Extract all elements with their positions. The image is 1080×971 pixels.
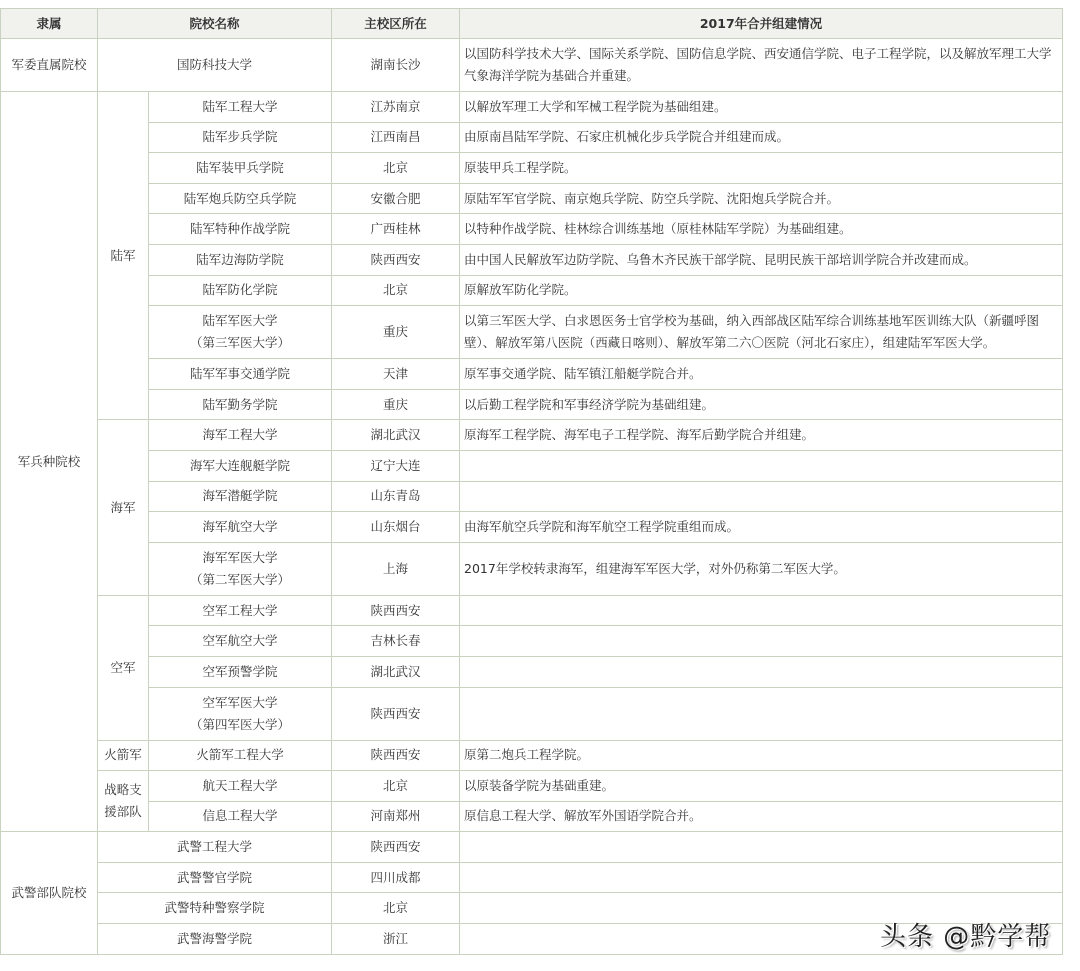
school-name-cell: 海军工程大学 (149, 420, 332, 451)
merger-details-cell (460, 862, 1063, 893)
school-name-cell: 信息工程大学 (149, 801, 332, 832)
school-name-cell: 武警警官学院 (98, 862, 332, 893)
school-name-cell: 武警海警学院 (98, 924, 332, 955)
table-row (1, 862, 1063, 893)
table-row (1, 92, 1063, 123)
table-row (1, 214, 1063, 245)
military-academies-table (0, 8, 1063, 955)
table-row (1, 740, 1063, 771)
school-name-cell: 空军工程大学 (149, 595, 332, 626)
campus-location-cell: 重庆 (332, 306, 460, 359)
school-name-cell: 火箭军工程大学 (149, 740, 332, 771)
branch-cell: 空军 (98, 595, 149, 740)
merger-details-cell: 以解放军理工大学和军械工程学院为基础组建。 (460, 92, 1063, 123)
campus-location-cell: 北京 (332, 771, 460, 802)
table-row (1, 595, 1063, 626)
merger-details-cell: 原解放军防化学院。 (460, 275, 1063, 306)
affiliation-cell: 武警部队院校 (1, 832, 98, 954)
campus-location-cell: 四川成都 (332, 862, 460, 893)
campus-location-cell: 湖北武汉 (332, 420, 460, 451)
campus-location-cell: 江西南昌 (332, 122, 460, 153)
school-name-cell: 陆军军医大学 （第三军医大学） (149, 306, 332, 359)
school-name-cell: 海军军医大学 （第二军医大学） (149, 542, 332, 595)
merger-details-cell: 以特种作战学院、桂林综合训练基地（原桂林陆军学院）为基础组建。 (460, 214, 1063, 245)
school-name-cell: 陆军防化学院 (149, 275, 332, 306)
merger-details-cell: 原信息工程大学、解放军外国语学院合并。 (460, 801, 1063, 832)
merger-details-cell: 由中国人民解放军边防学院、乌鲁木齐民族干部学院、昆明民族干部培训学院合并改建而成。 (460, 244, 1063, 275)
table-row (1, 656, 1063, 687)
table-row (1, 626, 1063, 657)
table-row (1, 153, 1063, 184)
merger-details-cell: 以原装备学院为基础重建。 (460, 771, 1063, 802)
merger-details-cell (460, 481, 1063, 512)
merger-details-cell: 原陆军军官学院、南京炮兵学院、防空兵学院、沈阳炮兵学院合并。 (460, 183, 1063, 214)
school-name-cell: 陆军边海防学院 (149, 244, 332, 275)
school-name-cell: 武警工程大学 (98, 832, 332, 863)
table-body (1, 39, 1063, 955)
header-campus-location: 主校区所在 (332, 9, 460, 39)
campus-location-cell: 北京 (332, 893, 460, 924)
campus-location-cell: 江苏南京 (332, 92, 460, 123)
school-name-cell: 陆军装甲兵学院 (149, 153, 332, 184)
merger-details-cell (460, 595, 1063, 626)
campus-location-cell: 陕西西安 (332, 244, 460, 275)
merger-details-cell: 以国防科学技术大学、国际关系学院、国防信息学院、西安通信学院、电子工程学院，以及解放军理工大学气象海洋学院为基础合并重建。 (460, 39, 1063, 92)
table-row (1, 244, 1063, 275)
campus-location-cell: 上海 (332, 542, 460, 595)
branch-cell: 海军 (98, 420, 149, 595)
merger-details-cell: 原海军工程学院、海军电子工程学院、海军后勤学院合并组建。 (460, 420, 1063, 451)
header-row (1, 9, 1063, 39)
merger-details-cell: 2017年学校转隶海军，组建海军军医大学，对外仍称第二军医大学。 (460, 542, 1063, 595)
campus-location-cell: 陕西西安 (332, 740, 460, 771)
merger-details-cell: 由海军航空兵学院和海军航空工程学院重组而成。 (460, 512, 1063, 543)
header-school-name: 院校名称 (98, 9, 332, 39)
merger-details-cell (460, 450, 1063, 481)
merger-details-cell: 原军事交通学院、陆军镇江船艇学院合并。 (460, 359, 1063, 390)
table-row (1, 687, 1063, 740)
campus-location-cell: 吉林长春 (332, 626, 460, 657)
affiliation-cell: 军委直属院校 (1, 39, 98, 92)
campus-location-cell: 湖北武汉 (332, 656, 460, 687)
campus-location-cell: 天津 (332, 359, 460, 390)
merger-details-cell: 以后勤工程学院和军事经济学院为基础组建。 (460, 389, 1063, 420)
merger-details-cell (460, 687, 1063, 740)
table-row (1, 389, 1063, 420)
campus-location-cell: 浙江 (332, 924, 460, 955)
school-name-cell: 陆军炮兵防空兵学院 (149, 183, 332, 214)
school-name-cell: 陆军军事交通学院 (149, 359, 332, 390)
school-name-cell: 空军预警学院 (149, 656, 332, 687)
school-name-cell: 陆军特种作战学院 (149, 214, 332, 245)
campus-location-cell: 北京 (332, 275, 460, 306)
table-row (1, 832, 1063, 863)
school-name-cell: 航天工程大学 (149, 771, 332, 802)
header-merger-details: 2017年合并组建情况 (460, 9, 1063, 39)
merger-details-cell (460, 832, 1063, 863)
branch-cell: 战略支援部队 (98, 771, 149, 832)
campus-location-cell: 湖南长沙 (332, 39, 460, 92)
merger-details-cell (460, 656, 1063, 687)
table-row (1, 481, 1063, 512)
campus-location-cell: 山东青岛 (332, 481, 460, 512)
merger-details-cell: 以第三军医大学、白求恩医务士官学校为基础，纳入西部战区陆军综合训练基地军医训练大队（新疆呼图壁）、解放军第八医院（西藏日喀则）、解放军第二六〇医院（河北石家庄），组建陆军军医大学。 (460, 306, 1063, 359)
header-affiliation: 隶属 (1, 9, 98, 39)
campus-location-cell: 广西桂林 (332, 214, 460, 245)
school-name-cell: 武警特种警察学院 (98, 893, 332, 924)
table-row (1, 420, 1063, 451)
campus-location-cell: 重庆 (332, 389, 460, 420)
school-name-cell: 陆军步兵学院 (149, 122, 332, 153)
table-row (1, 801, 1063, 832)
merger-details-cell: 由原南昌陆军学院、石家庄机械化步兵学院合并组建而成。 (460, 122, 1063, 153)
table-row (1, 771, 1063, 802)
table-row (1, 542, 1063, 595)
watermark: 头条 @黔学帮 (880, 922, 1052, 952)
campus-location-cell: 山东烟台 (332, 512, 460, 543)
school-name-cell: 海军航空大学 (149, 512, 332, 543)
campus-location-cell: 陕西西安 (332, 595, 460, 626)
table-row (1, 122, 1063, 153)
table-row (1, 275, 1063, 306)
campus-location-cell: 辽宁大连 (332, 450, 460, 481)
school-name-cell: 海军大连舰艇学院 (149, 450, 332, 481)
merger-details-cell (460, 626, 1063, 657)
campus-location-cell: 河南郑州 (332, 801, 460, 832)
school-name-cell: 陆军勤务学院 (149, 389, 332, 420)
table-row (1, 183, 1063, 214)
affiliation-cell: 军兵种院校 (1, 92, 98, 832)
school-name-cell: 空军航空大学 (149, 626, 332, 657)
campus-location-cell: 陕西西安 (332, 832, 460, 863)
branch-cell: 陆军 (98, 92, 149, 420)
merger-details-cell: 原第二炮兵工程学院。 (460, 740, 1063, 771)
school-name-cell: 海军潜艇学院 (149, 481, 332, 512)
table-row (1, 359, 1063, 390)
table-row (1, 39, 1063, 92)
campus-location-cell: 安徽合肥 (332, 183, 460, 214)
merger-details-cell: 原装甲兵工程学院。 (460, 153, 1063, 184)
table-row (1, 512, 1063, 543)
school-name-cell: 空军军医大学 （第四军医大学） (149, 687, 332, 740)
school-name-cell: 陆军工程大学 (149, 92, 332, 123)
campus-location-cell: 北京 (332, 153, 460, 184)
table-row (1, 306, 1063, 359)
school-name-cell: 国防科技大学 (98, 39, 332, 92)
branch-cell: 火箭军 (98, 740, 149, 771)
campus-location-cell: 陕西西安 (332, 687, 460, 740)
table-row (1, 450, 1063, 481)
